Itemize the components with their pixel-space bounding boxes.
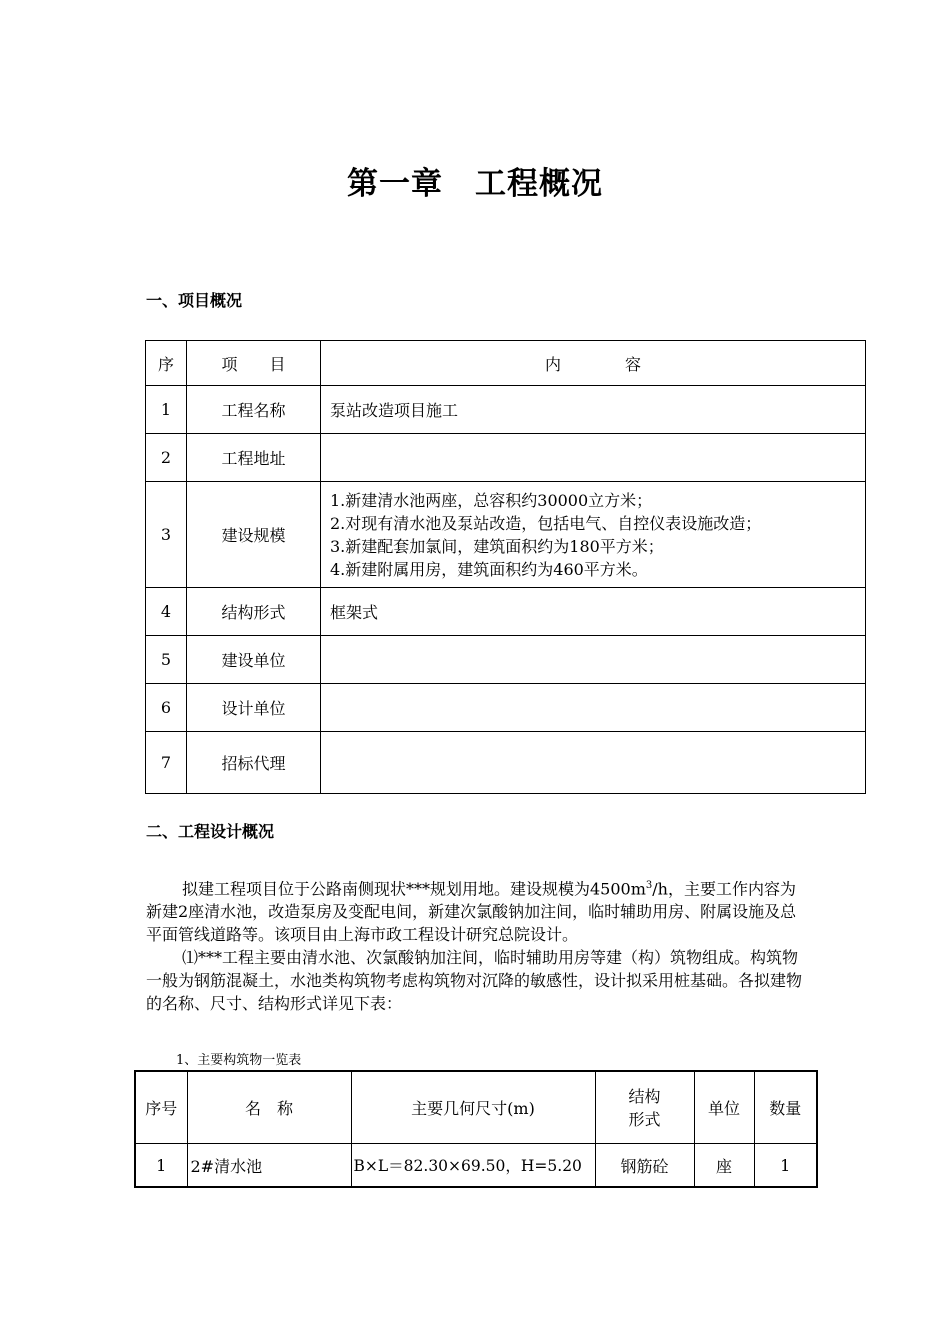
section2-heading: 二、工程设计概况	[146, 822, 275, 841]
header-qty: 数量	[754, 1071, 817, 1144]
design-overview-text	[146, 874, 810, 1015]
section1-heading: 一、项目概况	[146, 291, 243, 310]
row-no: 1	[146, 386, 187, 434]
header-no: 序号	[135, 1071, 187, 1144]
table-row	[146, 386, 866, 434]
row-no: 4	[146, 588, 187, 636]
row-content	[321, 732, 866, 794]
row-content	[321, 636, 866, 684]
table-header-row	[135, 1071, 817, 1144]
header-no: 序	[146, 341, 187, 386]
table-row	[146, 636, 866, 684]
table-row	[146, 588, 866, 636]
row-no: 3	[146, 482, 187, 588]
scale-line: 4.新建附属用房，建筑面积约为460平方米。	[330, 559, 648, 579]
row-content: 泵站改造项目施工	[321, 386, 866, 434]
paragraph-2: ⑴***工程主要由清水池、次氯酸钠加注间，临时辅助用房等建（构）筑物组成。构筑物一般为钢筋混凝土，水池类构筑物考虑构筑物对沉降的敏感性，设计拟采用桩基础。各拟建物的名称、尺寸、结构形式详见下表：	[146, 948, 803, 1014]
row-item: 建设规模	[187, 482, 321, 588]
row-content-scale	[321, 482, 866, 588]
row-name: 2#清水池	[187, 1144, 351, 1188]
header-name: 名 称	[187, 1071, 351, 1144]
header-structure: 结构 形式	[595, 1071, 694, 1144]
row-item: 建设单位	[187, 636, 321, 684]
header-unit: 单位	[694, 1071, 754, 1144]
superscript: 3	[645, 880, 653, 891]
header-item: 项 目	[187, 341, 321, 386]
row-content	[321, 684, 866, 732]
row-item: 工程名称	[187, 386, 321, 434]
row-item: 工程地址	[187, 434, 321, 482]
row-no: 7	[146, 732, 187, 794]
row-no: 1	[135, 1144, 187, 1188]
table-caption: 1、主要构筑物一览表	[176, 1053, 302, 1068]
row-structure: 钢筋砼	[595, 1144, 694, 1188]
paragraph-1: 拟建工程项目位于公路南侧现状***规划用地。建设规模为$4500m^3/h$，主要工作内容为新建2座清水池，改造泵房及变配电间，新建次氯酸钠加注间，临时辅助用房、附属设施及总平面管线道路等。该项目由上海市政工程设计研究总院设计。	[146, 879, 797, 945]
row-item: 设计单位	[187, 684, 321, 732]
header-dims: 主要几何尺寸(m)	[351, 1071, 595, 1144]
table-row	[146, 434, 866, 482]
row-item: 招标代理	[187, 732, 321, 794]
row-no: 6	[146, 684, 187, 732]
row-item: 结构形式	[187, 588, 321, 636]
row-qty: 1	[754, 1144, 817, 1188]
row-content	[321, 434, 866, 482]
table-row	[146, 482, 866, 588]
row-dims: B×L＝82.30×69.50，H=5.20	[351, 1144, 595, 1188]
row-content: 框架式	[321, 588, 866, 636]
table-header-row	[146, 341, 866, 386]
scale-line: 3.新建配套加氯间，建筑面积约为180平方米；	[330, 536, 664, 556]
scale-line: 1.新建清水池两座，总容积约30000立方米；	[330, 490, 653, 510]
project-overview-table	[145, 340, 866, 794]
page-title: 第一章 工程概况	[347, 166, 603, 202]
table-row	[146, 732, 866, 794]
row-unit: 座	[694, 1144, 754, 1188]
header-content: 内 容	[321, 341, 866, 386]
row-no: 5	[146, 636, 187, 684]
table-row	[146, 684, 866, 732]
table-row	[135, 1144, 817, 1188]
row-no: 2	[146, 434, 187, 482]
main-structures-table	[134, 1070, 818, 1188]
scale-line: 2.对现有清水池及泵站改造，包括电气、自控仪表设施改造；	[330, 513, 762, 533]
